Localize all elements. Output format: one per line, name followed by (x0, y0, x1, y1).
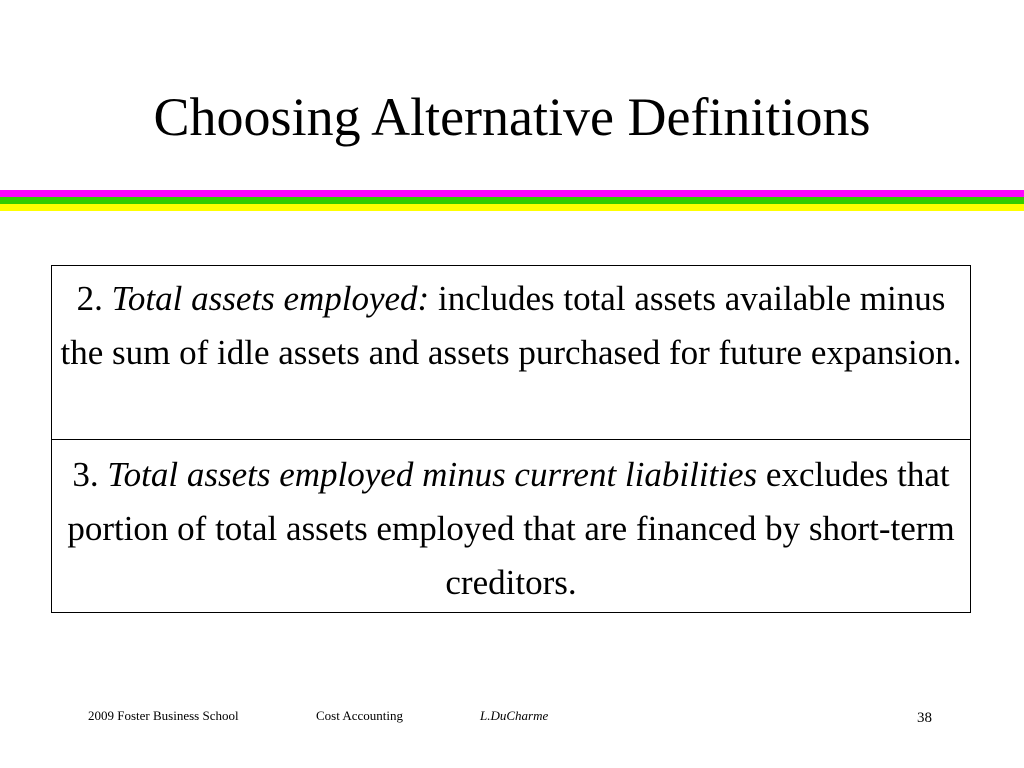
definition-row-2 (52, 266, 970, 440)
footer-copyright: 2009 Foster Business School (88, 708, 239, 723)
page-number: 38 (917, 710, 932, 726)
footer-course: Cost Accounting (316, 708, 404, 723)
definition-description: excludes that portion of total assets employed that are financed by short-term creditors. (67, 455, 955, 602)
definition-term: Total assets employed minus current liabilities (107, 455, 758, 494)
yellow-stripe (0, 204, 1024, 211)
magenta-stripe (0, 190, 1024, 197)
definition-number: 2. (76, 279, 103, 318)
slide-title: Choosing Alternative Definitions (153, 87, 871, 147)
definition-term: Total assets employed: (111, 279, 430, 318)
definitions-table (51, 265, 971, 613)
definition-description: includes total assets available minus the sum of idle assets and assets purchased for future expansion. (60, 279, 962, 372)
green-stripe (0, 197, 1024, 204)
definition-number: 3. (72, 455, 99, 494)
footer-author: L.DuCharme (480, 708, 549, 723)
title-divider-stripes (0, 190, 1024, 212)
definition-row-3 (52, 440, 970, 612)
